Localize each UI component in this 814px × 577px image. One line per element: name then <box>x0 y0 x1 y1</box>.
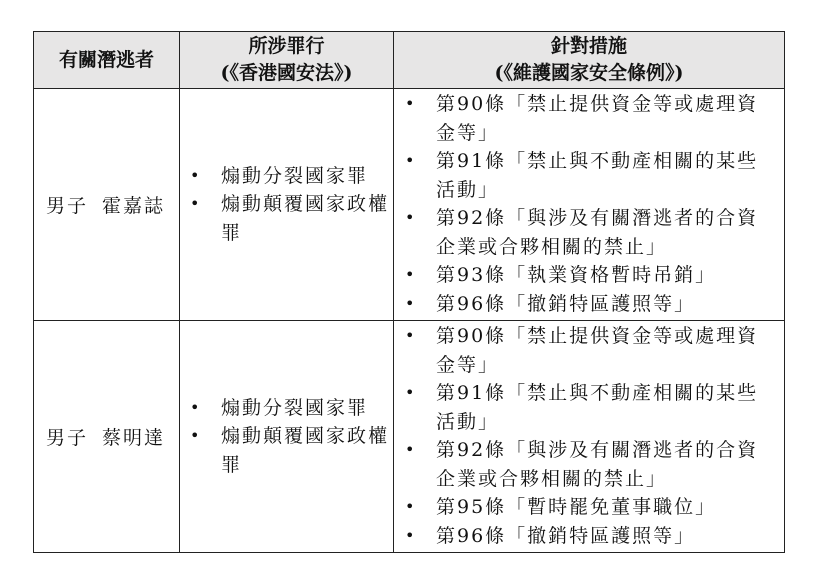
header-offences-subtitle: (《香港國安法》) <box>220 62 353 84</box>
measure-item: • 第90條「禁止提供資金等或處理資金等」 <box>394 322 784 379</box>
absconder-cell <box>34 321 180 553</box>
header-measures <box>394 32 785 89</box>
measure-item: • 第91條「禁止與不動產相關的某些活動」 <box>394 379 784 436</box>
absconder-name: 蔡明達 <box>102 427 166 449</box>
offences-list <box>180 162 393 248</box>
absconder-gender: 男子 <box>46 427 89 449</box>
header-absconder-label: 有關潛逃者 <box>58 48 154 71</box>
absconder-name: 霍嘉誌 <box>102 195 166 217</box>
offences-cell <box>180 321 394 553</box>
header-offences <box>180 32 394 89</box>
measure-item: • 第91條「禁止與不動產相關的某些活動」 <box>394 147 784 204</box>
header-measures-title: 針對措施 <box>550 35 627 57</box>
measure-item: • 第92條「與涉及有關潛逃者的合資企業或合夥相關的禁止」 <box>394 436 784 493</box>
measure-item: • 第96條「撤銷特區護照等」 <box>394 522 784 551</box>
absconders-measures-table <box>33 31 785 553</box>
offence-item: • 煽動顛覆國家政權罪 <box>180 190 393 247</box>
offence-item: • 煽動顛覆國家政權罪 <box>180 422 393 479</box>
measures-list <box>394 89 784 320</box>
measure-item: • 第93條「執業資格暫時吊銷」 <box>394 261 784 290</box>
offence-item: • 煽動分裂國家罪 <box>180 162 393 191</box>
table-row <box>34 89 785 321</box>
measures-cell <box>394 321 785 553</box>
measure-item: • 第95條「暫時罷免董事職位」 <box>394 493 784 522</box>
header-offences-title: 所涉罪行 <box>248 35 325 57</box>
offence-item: • 煽動分裂國家罪 <box>180 394 393 423</box>
header-absconder <box>34 32 180 89</box>
header-measures-subtitle: (《維護國家安全條例》) <box>494 62 684 84</box>
absconder-cell <box>34 89 180 321</box>
table-header-row <box>34 32 785 89</box>
table-row <box>34 321 785 553</box>
offences-list <box>180 394 393 480</box>
absconder-gender: 男子 <box>46 195 89 217</box>
measure-item: • 第96條「撤銷特區護照等」 <box>394 290 784 319</box>
measure-item: • 第92條「與涉及有關潛逃者的合資企業或合夥相關的禁止」 <box>394 204 784 261</box>
measure-item: • 第90條「禁止提供資金等或處理資金等」 <box>394 90 784 147</box>
measures-list <box>394 321 784 552</box>
offences-cell <box>180 89 394 321</box>
measures-cell <box>394 89 785 321</box>
